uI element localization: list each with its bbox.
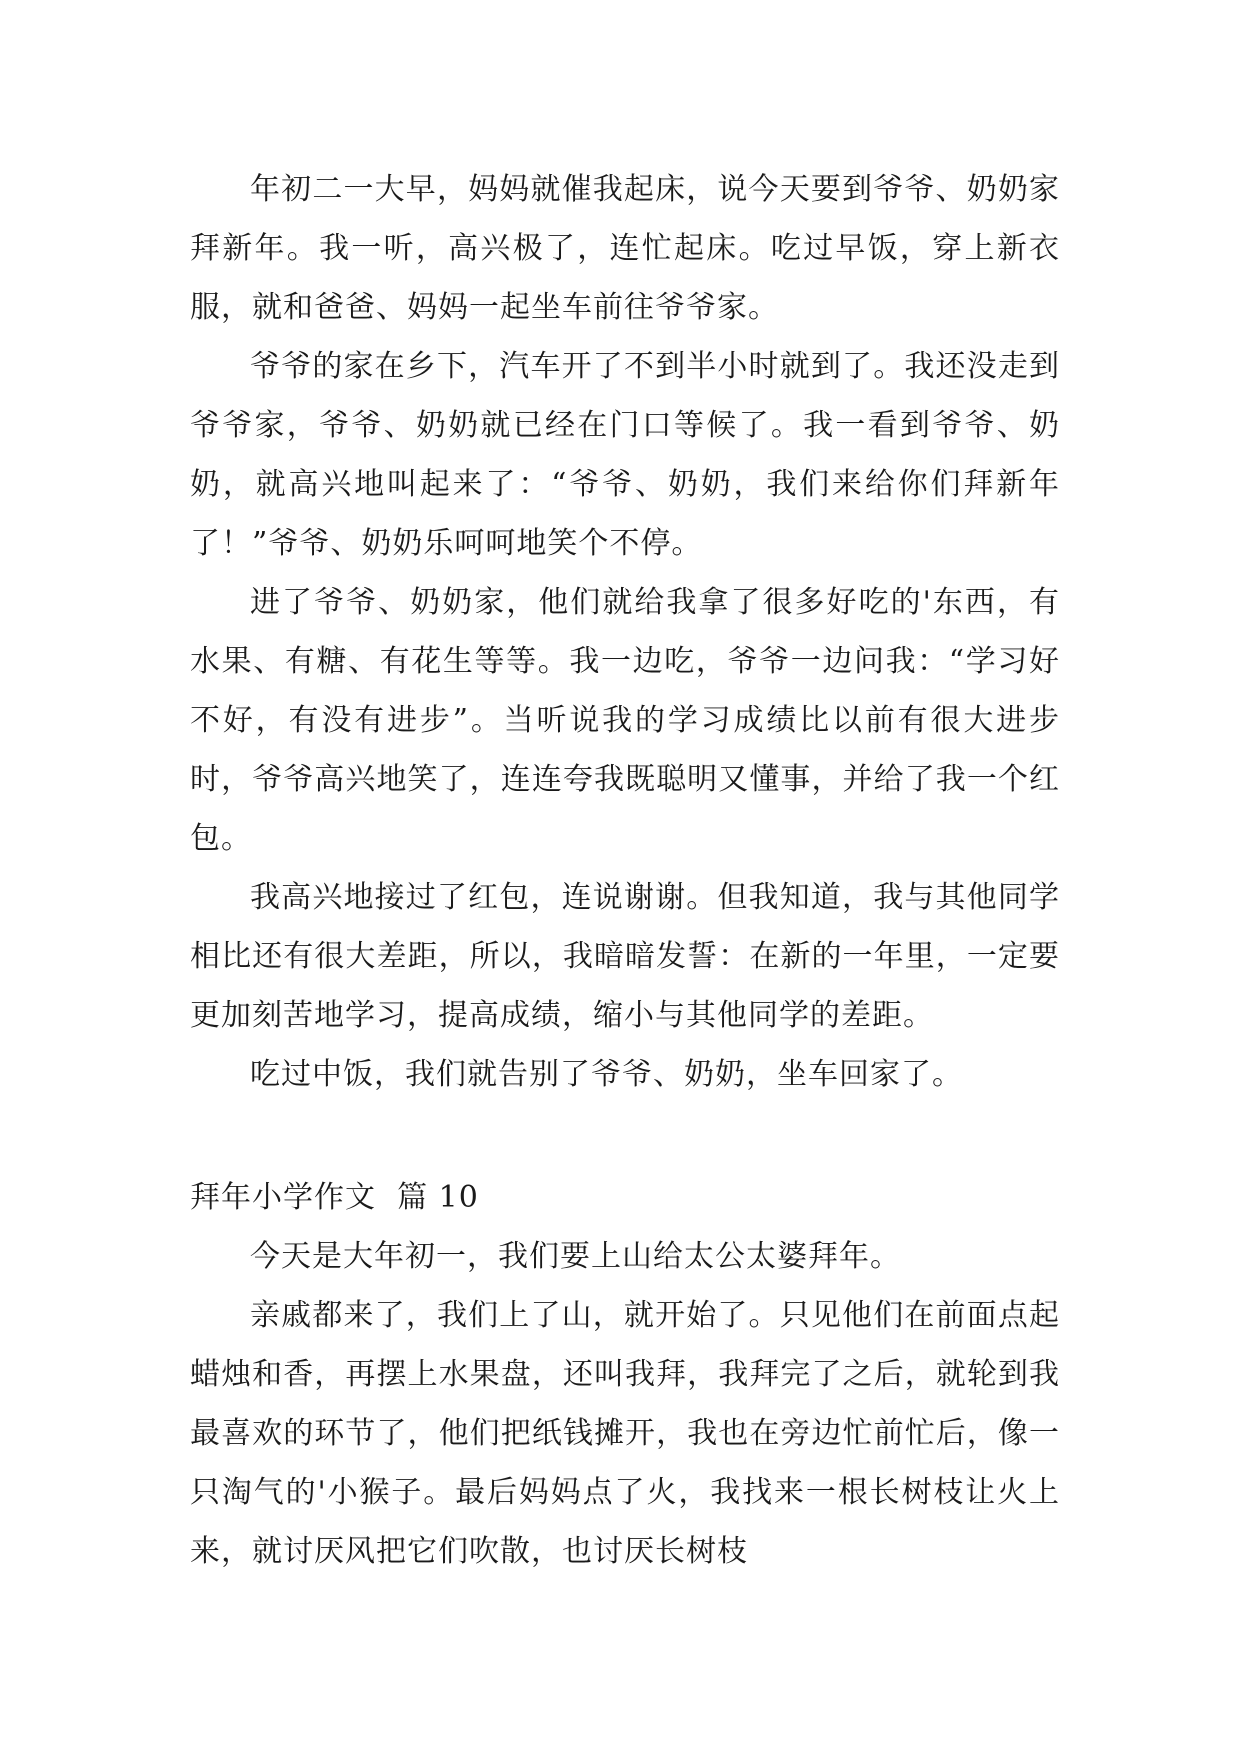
- paragraph: 亲戚都来了，我们上了山，就开始了。只见他们在前面点起蜡烛和香，再摆上水果盘，还叫我拜，我拜完了之后，就轮到我最喜欢的环节了，他们把纸钱摊开，我也在旁边忙前忙后，像一只淘气的'小猴子。最后妈妈点了火，我找来一根长树枝让火上来，就讨厌风把它们吹散，也讨厌长树枝: [190, 1298, 1060, 1569]
- document-page: [190, 160, 1060, 1581]
- paragraph: 我高兴地接过了红包，连说谢谢。但我知道，我与其他同学相比还有很大差距，所以，我暗暗发誓：在新的一年里，一定要更加刻苦地学习，提高成绩，缩小与其他同学的差距。: [190, 880, 1060, 1033]
- paragraph: 爷爷的家在乡下，汽车开了不到半小时就到了。我还没走到爷爷家，爷爷、奶奶就已经在门口等候了。我一看到爷爷、奶奶，就高兴地叫起来了：“爷爷、奶奶，我们来给你们拜新年了！”爷爷、奶奶乐呵呵地笑个不停。: [190, 349, 1060, 561]
- section-heading: 拜年小学作文 篇 10: [190, 1180, 479, 1215]
- paragraph: 年初二一大早，妈妈就催我起床，说今天要到爷爷、奶奶家拜新年。我一听，高兴极了，连忙起床。吃过早饭，穿上新衣服，就和爸爸、妈妈一起坐车前往爷爷家。: [190, 172, 1060, 325]
- paragraph: 吃过中饭，我们就告别了爷爷、奶奶，坐车回家了。: [250, 1057, 963, 1092]
- paragraph: 今天是大年初一，我们要上山给太公太婆拜年。: [250, 1239, 901, 1274]
- paragraph: 进了爷爷、奶奶家，他们就给我拿了很多好吃的'东西，有水果、有糖、有花生等等。我一边吃，爷爷一边问我：“学习好不好，有没有进步”。当听说我的学习成绩比以前有很大进步时，爷爷高兴地笑了，连连夸我既聪明又懂事，并给了我一个红包。: [190, 585, 1060, 856]
